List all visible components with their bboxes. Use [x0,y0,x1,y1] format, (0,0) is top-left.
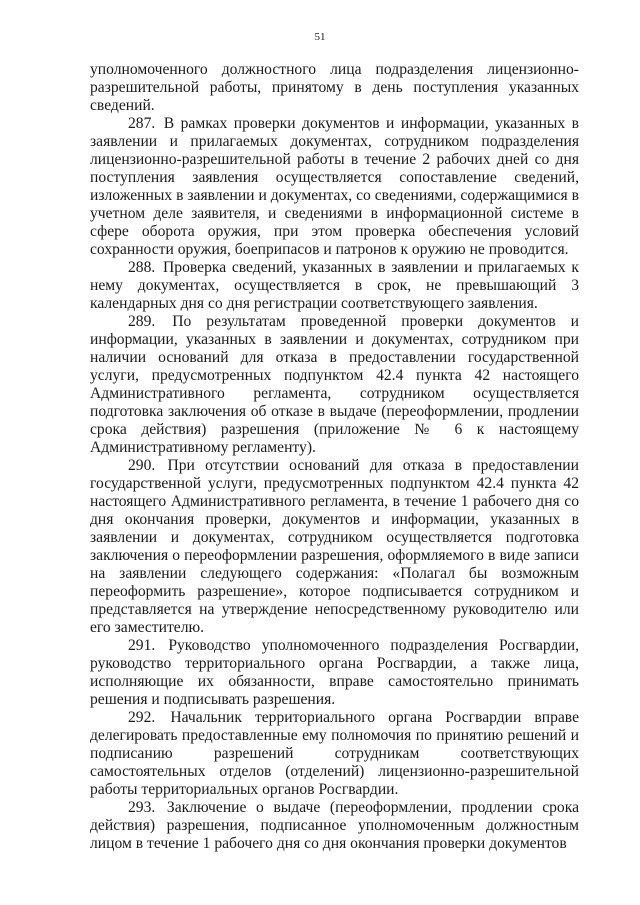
paragraph-291 [90,637,579,709]
paragraph-text: уполномоченного должностного лица подразделения лицензионно-разрешительной работы, принятому в день поступления указанных сведений. [90,61,579,114]
paragraph-293 [90,799,579,853]
paragraph-number: 292. [128,709,156,726]
paragraph-292 [90,709,579,799]
paragraph-288 [90,259,579,313]
paragraph-number: 289. [128,313,156,330]
paragraph-text: Руководство уполномоченного подразделения Росгвардии, руководство территориального органа Росгвардии, а также лица, исполняющие их обязанности, вправе самостоятельно принимать решения и подписывать разрешения. [90,637,579,708]
page-number: 51 [314,31,326,43]
paragraph-289 [90,313,579,457]
paragraph-290 [90,457,579,637]
paragraph-number: 287. [128,115,156,132]
paragraph-continuation [90,61,579,115]
paragraph-text: Проверка сведений, указанных в заявлении и прилагаемых к нему документах, осуществляется в срок, не превышающий 3 календарных дня со дня регистрации соответствующего заявления. [90,259,579,312]
paragraph-text: Начальник территориального органа Росгвардии вправе делегировать предоставленные ему полномочия по принятию решений и подписанию разрешений сотрудникам соответствующих самостоятельных отделов (отделений) лицензионно-разрешительной работы территориальных органов Росгвардии. [90,709,579,798]
paragraph-287 [90,115,579,259]
paragraph-text: При отсутствии оснований для отказа в предоставлении государственной услуги, предусмотренных подпунктом 42.4 пункта 42 настоящего Административного регламента, в течение 1 рабочего дня со дня окончания проверки, документов и информации, указанных в заявлении и документах, сотрудником осуществляется подготовка заключения о переоформлении разрешения, оформляемого в виде записи на заявлении следующего содержания: «Полагал бы возможным переоформить разрешение», которое подписывается сотрудником и представляется на утверждение непосредственному руководителю или его заместителю. [90,457,579,636]
paragraph-text: Заключение о выдаче (переоформлении, продлении срока действия) разрешения, подписанное уполномоченным должностным лицом в течение 1 рабочего дня со дня окончания проверки документов [90,799,579,852]
paragraph-text: По результатам проведенной проверки документов и информации, указанных в заявлении и документах, сотрудником при наличии оснований для отказа в предоставлении государственной услуги, предусмотренных подпунктом 42.4 пункта 42 настоящего Административного регламента, сотрудником осуществляется подготовка заключения об отказе в выдаче (переоформлении, продлении срока действия) разрешения (приложение № 6 к настоящему Административному регламенту). [90,313,579,456]
paragraph-text: В рамках проверки документов и информации, указанных в заявлении и прилагаемых документах, сотрудником подразделения лицензионно-разрешительной работы в течение 2 рабочих дней со дня поступления заявления осуществляется сопоставление сведений, изложенных в заявлении и документах, со сведениями, содержащимися в учетном деле заявителя, и сведениями в информационной системе в сфере оборота оружия, при этом проверка обеспечения условий сохранности оружия, боеприпасов и патронов к оружию не проводится. [90,115,580,258]
paragraph-number: 291. [128,637,156,654]
paragraph-number: 288. [128,259,156,276]
paragraph-number: 290. [128,457,156,474]
document-body [90,61,579,853]
paragraph-number: 293. [128,799,156,816]
